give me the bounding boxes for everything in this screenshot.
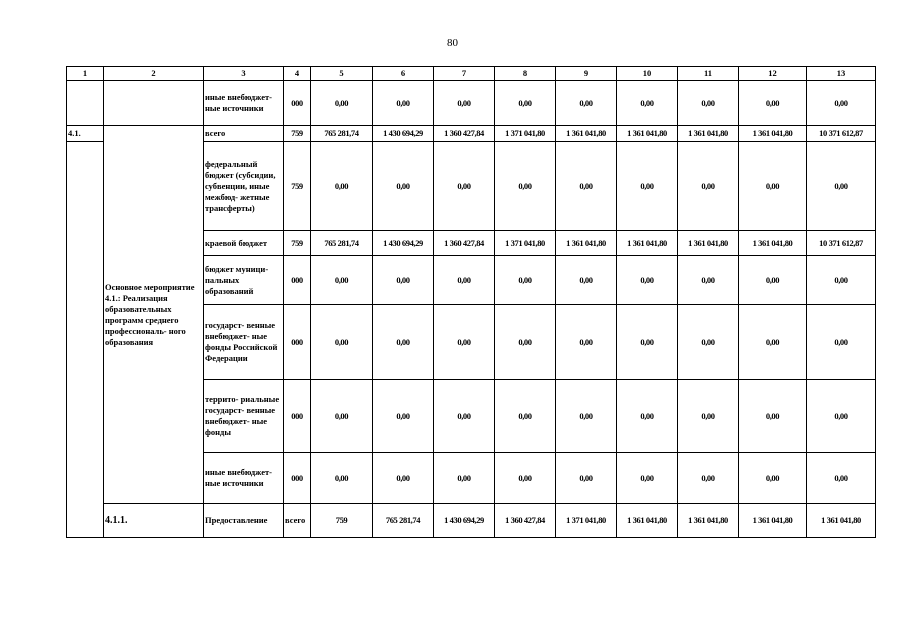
- value-cell: 0,00: [495, 142, 556, 231]
- funding-source: всего: [204, 126, 284, 142]
- value-cell: 0,00: [311, 81, 373, 126]
- value-cell: 765 281,74: [311, 231, 373, 256]
- value-cell: 0,00: [495, 81, 556, 126]
- code-cell: 000: [284, 305, 311, 380]
- value-cell: 0,00: [434, 305, 495, 380]
- code-cell: 759: [284, 231, 311, 256]
- value-cell: 0,00: [678, 142, 739, 231]
- code-cell: 000: [284, 380, 311, 453]
- funding-source: иные внебюджет- ные источники: [204, 81, 284, 126]
- value-cell: 0,00: [556, 380, 617, 453]
- code-cell: 759: [284, 142, 311, 231]
- value-cell: 1 360 427,84: [495, 504, 556, 538]
- value-cell: 1 361 041,80: [617, 504, 678, 538]
- value-cell: 1 430 694,29: [373, 126, 434, 142]
- value-cell: 0,00: [434, 142, 495, 231]
- column-header: 5: [311, 67, 373, 81]
- value-cell: 1 361 041,80: [617, 126, 678, 142]
- value-cell: 0,00: [373, 380, 434, 453]
- table-row: [67, 126, 876, 142]
- value-cell: 0,00: [617, 81, 678, 126]
- value-cell: 0,00: [434, 380, 495, 453]
- column-header: 3: [204, 67, 284, 81]
- value-cell: 10 371 612,87: [807, 126, 876, 142]
- value-cell: 1 361 041,80: [678, 126, 739, 142]
- value-cell: 0,00: [373, 453, 434, 504]
- budget-table: [66, 66, 876, 538]
- funding-source: всего: [284, 504, 311, 538]
- column-header: 13: [807, 67, 876, 81]
- value-cell: 1 361 041,80: [617, 231, 678, 256]
- value-cell: 0,00: [678, 453, 739, 504]
- value-cell: 0,00: [739, 453, 807, 504]
- column-header: 11: [678, 67, 739, 81]
- value-cell: 0,00: [373, 256, 434, 305]
- value-cell: 1 430 694,29: [434, 504, 495, 538]
- value-cell: 0,00: [495, 305, 556, 380]
- value-cell: 765 281,74: [373, 504, 434, 538]
- code-cell: 000: [284, 81, 311, 126]
- table-row: [67, 81, 876, 126]
- value-cell: 0,00: [739, 305, 807, 380]
- value-cell: 1 371 041,80: [556, 504, 617, 538]
- value-cell: 0,00: [739, 380, 807, 453]
- value-cell: 1 361 041,80: [739, 126, 807, 142]
- value-cell: 1 371 041,80: [495, 231, 556, 256]
- value-cell: 0,00: [617, 142, 678, 231]
- column-header: 4: [284, 67, 311, 81]
- value-cell: 0,00: [434, 81, 495, 126]
- column-header: 7: [434, 67, 495, 81]
- code-cell: 000: [284, 453, 311, 504]
- row-name-cell: Предоставление: [204, 504, 284, 538]
- value-cell: 1 361 041,80: [678, 231, 739, 256]
- value-cell: 0,00: [807, 453, 876, 504]
- value-cell: 0,00: [617, 305, 678, 380]
- value-cell: 0,00: [373, 81, 434, 126]
- value-cell: 10 371 612,87: [807, 231, 876, 256]
- value-cell: 1 361 041,80: [556, 231, 617, 256]
- value-cell: 1 360 427,84: [434, 231, 495, 256]
- row-index-cell: 4.1.: [67, 126, 104, 142]
- value-cell: 1 361 041,80: [556, 126, 617, 142]
- row-index-cell: [67, 142, 104, 538]
- value-cell: 0,00: [739, 142, 807, 231]
- value-cell: 0,00: [678, 256, 739, 305]
- value-cell: 0,00: [617, 256, 678, 305]
- value-cell: 0,00: [434, 256, 495, 305]
- value-cell: 1 361 041,80: [739, 231, 807, 256]
- value-cell: 1 361 041,80: [807, 504, 876, 538]
- value-cell: 0,00: [373, 142, 434, 231]
- value-cell: 1 361 041,80: [678, 504, 739, 538]
- funding-source: бюджет муници- пальных образований: [204, 256, 284, 305]
- value-cell: 0,00: [617, 453, 678, 504]
- value-cell: 1 430 694,29: [373, 231, 434, 256]
- value-cell: 0,00: [311, 380, 373, 453]
- value-cell: 0,00: [807, 380, 876, 453]
- value-cell: 0,00: [807, 305, 876, 380]
- value-cell: 0,00: [739, 81, 807, 126]
- value-cell: 0,00: [807, 81, 876, 126]
- row-name-cell: Основное мероприятие 4.1.: Реализация образовательных программ среднего профессиональ- ного образования: [104, 126, 204, 504]
- code-cell: 000: [284, 256, 311, 305]
- value-cell: 0,00: [311, 453, 373, 504]
- value-cell: 1 360 427,84: [434, 126, 495, 142]
- funding-source: федеральный бюджет (субсидии, субвенции, иные межбюд- жетные трансферты): [204, 142, 284, 231]
- value-cell: 0,00: [495, 380, 556, 453]
- table-row: [67, 504, 876, 538]
- funding-source: террито- риальные государст- венные внебюджет- ные фонды: [204, 380, 284, 453]
- value-cell: 765 281,74: [311, 126, 373, 142]
- code-cell: 759: [311, 504, 373, 538]
- funding-source: краевой бюджет: [204, 231, 284, 256]
- column-header: 8: [495, 67, 556, 81]
- value-cell: 0,00: [807, 256, 876, 305]
- value-cell: 0,00: [678, 81, 739, 126]
- column-header: 2: [104, 67, 204, 81]
- page-number: 80: [447, 37, 458, 49]
- value-cell: 0,00: [495, 256, 556, 305]
- column-header: 12: [739, 67, 807, 81]
- value-cell: 0,00: [556, 256, 617, 305]
- value-cell: 0,00: [807, 142, 876, 231]
- value-cell: 0,00: [311, 142, 373, 231]
- value-cell: 0,00: [739, 256, 807, 305]
- column-header: 6: [373, 67, 434, 81]
- value-cell: 0,00: [434, 453, 495, 504]
- value-cell: 0,00: [556, 453, 617, 504]
- code-cell: 759: [284, 126, 311, 142]
- column-header: 10: [617, 67, 678, 81]
- row-index-cell: [67, 81, 104, 126]
- value-cell: 0,00: [617, 380, 678, 453]
- value-cell: 0,00: [556, 81, 617, 126]
- funding-source: иные внебюджет- ные источники: [204, 453, 284, 504]
- funding-source: государст- венные внебюджет- ные фонды Российской Федерации: [204, 305, 284, 380]
- column-header: 9: [556, 67, 617, 81]
- column-header: 1: [67, 67, 104, 81]
- value-cell: 0,00: [678, 380, 739, 453]
- value-cell: 0,00: [495, 453, 556, 504]
- value-cell: 0,00: [373, 305, 434, 380]
- value-cell: 0,00: [311, 305, 373, 380]
- row-name-cell: [104, 81, 204, 126]
- value-cell: 1 371 041,80: [495, 126, 556, 142]
- value-cell: 0,00: [678, 305, 739, 380]
- value-cell: 1 361 041,80: [739, 504, 807, 538]
- row-index-cell: 4.1.1.: [104, 504, 204, 538]
- header-row: [67, 67, 876, 81]
- value-cell: 0,00: [556, 142, 617, 231]
- value-cell: 0,00: [311, 256, 373, 305]
- value-cell: 0,00: [556, 305, 617, 380]
